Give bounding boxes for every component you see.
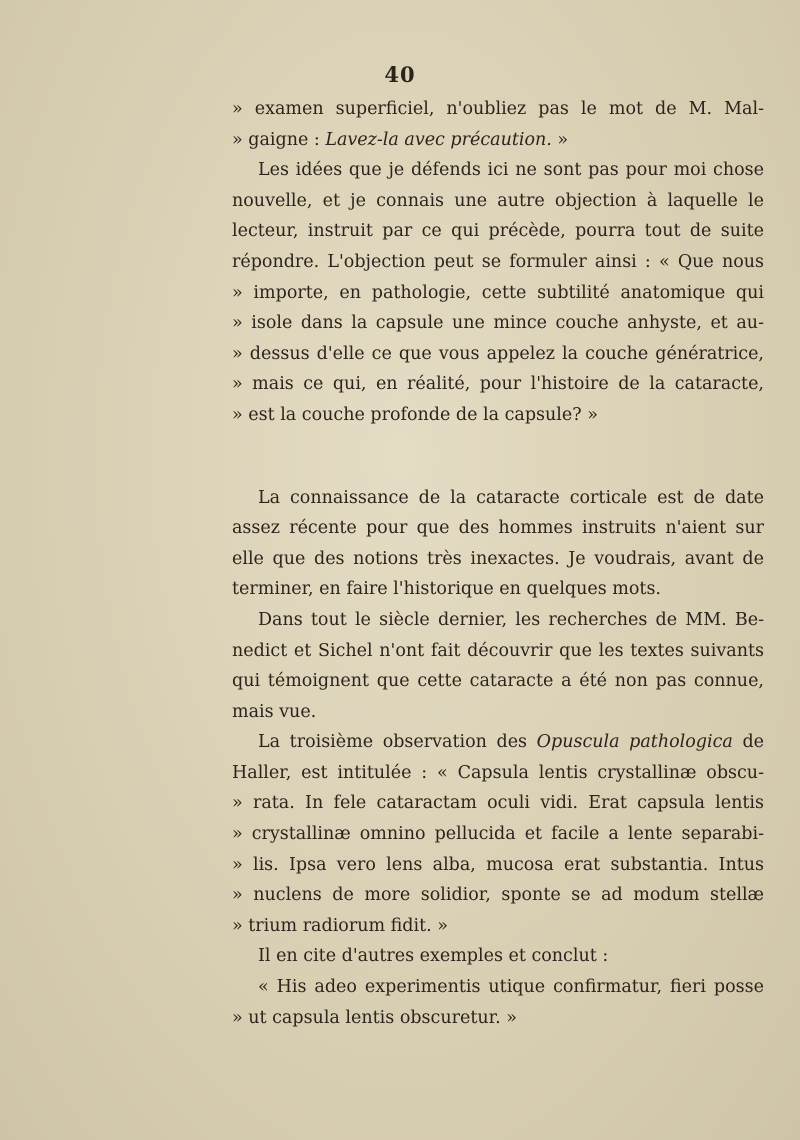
line-text: » dessus d'elle ce que vous appelez la couche génératrice, — [232, 343, 764, 364]
line-text: Les idées que je défends ici ne sont pas pour moi chose — [258, 160, 764, 181]
line-text: La troisième observation des — [258, 732, 537, 753]
section-gap — [232, 431, 764, 483]
line-text: La connaissance de la cataracte corticale est de date — [258, 487, 764, 508]
line-tail: de — [732, 732, 764, 753]
line-text: Dans tout le siècle dernier, les recherches de MM. Be- — [258, 609, 764, 630]
page-number: 40 — [384, 62, 416, 87]
line-text: » isole dans la capsule une mince couche anhyste, et au- — [232, 313, 764, 334]
line-text: lecteur, instruit par ce qui précède, pourra tout de suite — [232, 221, 764, 242]
text-line — [232, 308, 764, 339]
text-line — [232, 483, 764, 514]
line-text: qui témoignent que cette cataracte a été non pas connue, — [232, 671, 764, 692]
line-text: nedict et Sichel n'ont fait découvrir que les textes suivants — [232, 640, 764, 661]
paragraph — [232, 972, 764, 1033]
paragraph — [232, 483, 764, 605]
line-text: » lis. Ipsa vero lens alba, mucosa erat substantia. Intus — [232, 854, 764, 875]
line-tail: » — [551, 129, 569, 150]
line-text: » trium radiorum fidit. » — [232, 915, 448, 936]
text-line — [232, 278, 764, 309]
paragraph — [232, 94, 764, 155]
line-text: mais vue. — [232, 701, 317, 722]
paragraph — [232, 941, 764, 972]
text-line — [232, 697, 764, 728]
text-line — [232, 636, 764, 667]
text-line — [232, 574, 764, 605]
line-text: elle que des notions très inexactes. Je voudrais, avant de — [232, 548, 764, 569]
line-text: » est la couche profonde de la capsule? » — [232, 404, 598, 425]
text-line — [232, 400, 764, 431]
text-line — [232, 125, 764, 156]
text-line — [232, 911, 764, 942]
line-text: » ut capsula lentis obscuretur. » — [232, 1007, 517, 1028]
text-line — [232, 850, 764, 881]
paragraph — [232, 605, 764, 727]
line-text: » rata. In fele cataractam oculi vidi. Erat capsula lentis — [232, 793, 764, 814]
line-text: répondre. L'objection peut se formuler ainsi : « Que nous — [232, 251, 764, 272]
paragraph — [232, 727, 764, 941]
text-line — [232, 155, 764, 186]
line-text: » examen superficiel, n'oubliez pas le mot de M. Mal- — [232, 99, 764, 119]
text-line — [232, 544, 764, 575]
text-line — [232, 1003, 764, 1034]
text-line — [232, 880, 764, 911]
line-text: » mais ce qui, en réalité, pour l'histoire de la cataracte, — [232, 374, 764, 395]
line-text: » crystallinæ omnino pellucida et facile a lente separabi- — [232, 824, 764, 845]
text-line — [232, 369, 764, 400]
text-line — [232, 727, 764, 758]
text-line — [232, 339, 764, 370]
line-text: « His adeo experimentis utique confirmatur, fieri posse — [258, 977, 764, 998]
paragraph — [232, 155, 764, 430]
italic-text: Opuscula pathologica — [536, 732, 733, 753]
line-text: nouvelle, et je connais une autre objection à laquelle le — [232, 190, 764, 211]
text-line — [232, 972, 764, 1003]
text-line — [232, 186, 764, 217]
text-line — [232, 666, 764, 697]
text-line — [232, 513, 764, 544]
line-text: terminer, en faire l'historique en quelques mots. — [232, 579, 661, 600]
text-line — [232, 94, 764, 125]
line-text: » nuclens de more solidior, sponte se ad modum stellæ — [232, 885, 764, 906]
text-line — [232, 247, 764, 278]
line-text: » importe, en pathologie, cette subtilité anatomique qui — [232, 282, 764, 303]
line-text: Il en cite d'autres exemples et conclut : — [258, 946, 609, 967]
text-line — [232, 819, 764, 850]
italic-text: Lavez-la avec précaution. — [325, 129, 552, 150]
body-text — [232, 94, 764, 1033]
text-line — [232, 758, 764, 789]
text-line — [232, 605, 764, 636]
text-line — [232, 788, 764, 819]
line-text: Haller, est intitulée : « Capsula lentis crystallinæ obscu- — [232, 762, 764, 783]
line-text: assez récente pour que des hommes instruits n'aient sur — [232, 518, 764, 539]
text-line — [232, 216, 764, 247]
text-line — [232, 941, 764, 972]
line-text: » gaigne : — [232, 129, 326, 150]
